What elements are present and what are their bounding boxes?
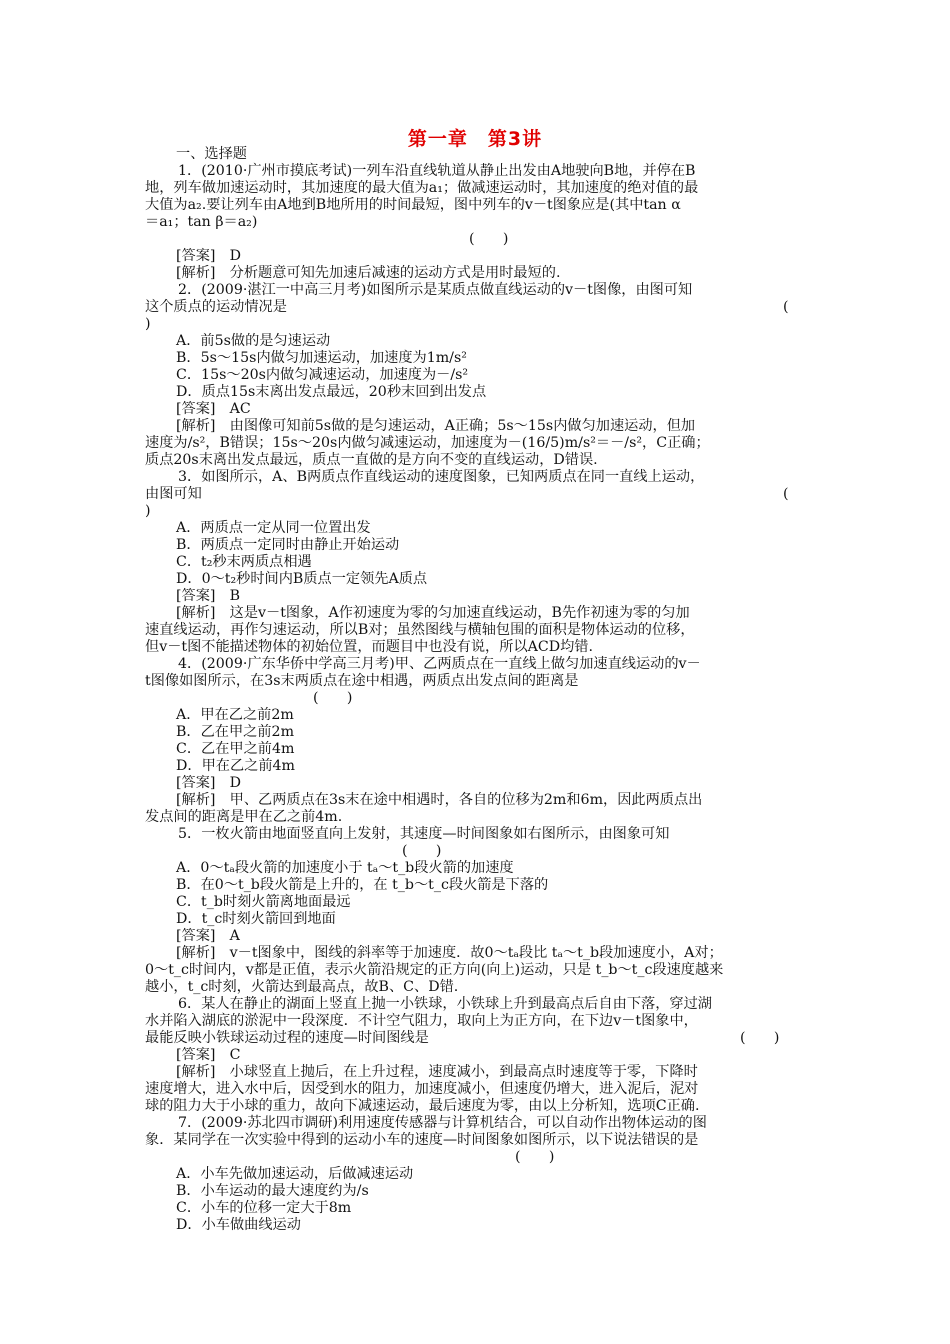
text-line: 速直线运动，再作匀速运动，所以B对；虽然图线与横轴包围的面积是物体运动的位移， — [145, 622, 695, 638]
text-line: 7．(2009·苏北四市调研)利用速度传感器与计算机结合，可以自动作出物体运动的图 — [178, 1115, 707, 1131]
text-line: t图像如图所示，在3s末两质点在途中相遇，两质点出发点间的距离是 — [145, 673, 579, 689]
answer-blank: ( ) — [469, 231, 509, 247]
option-line: B．乙在甲之前2m — [176, 724, 295, 740]
option-line: C．t_b时刻火箭离地面最远 — [176, 894, 351, 910]
text-line: 0～t_c时间内，v都是正值，表示火箭沿规定的正方向(向上)运动，只是 t_b～t_c段速度越来 — [145, 962, 724, 978]
text-line: 但v－t图不能描述物体的初始位置，而题目中也没有说，所以ACD均错. — [145, 639, 593, 655]
text-line: 2．(2009·湛江一中高三月考)如图所示是某质点做直线运动的v－t图像，由图可知 — [178, 282, 693, 298]
option-line: A．甲在乙之前2m — [176, 707, 294, 723]
analysis-line: [解析] 这是v－t图象，A作初速度为零的匀加速直线运动，B先作初速为零的匀加 — [176, 605, 690, 621]
answer-blank-close: ) — [145, 503, 151, 519]
answer-blank-close: ) — [145, 316, 151, 332]
text-line: 5．一枚火箭由地面竖直向上发射，其速度—时间图象如右图所示，由图象可知 — [178, 826, 670, 842]
text-line: 速度增大，进入水中后，因受到水的阻力，加速度减小，但速度仍增大，进入泥后，泥对 — [145, 1081, 699, 1097]
option-line: D．小车做曲线运动 — [176, 1217, 301, 1233]
text-line: 越小，t_c时刻，火箭达到最高点，故B、C、D错. — [145, 979, 459, 995]
text-line: 6．某人在静止的湖面上竖直上抛一小铁球，小铁球上升到最高点后自由下落，穿过湖 — [178, 996, 712, 1012]
section-heading: 一、选择题 — [176, 146, 247, 162]
answer-blank: ( ) — [740, 1030, 780, 1046]
analysis-line: [解析] v－t图象中，图线的斜率等于加速度．故0～tₐ段比 tₐ～t_b段加速度小，A对； — [176, 945, 723, 961]
analysis-line: [解析] 甲、乙两质点在3s末在途中相遇时，各自的位移为2m和6m，因此两质点出 — [176, 792, 703, 808]
text-line: 质点20s末离出发点最远，质点一直做的是方向不变的直线运动，D错误. — [145, 452, 598, 468]
option-line: A．小车先做加速运动，后做减速运动 — [176, 1166, 414, 1182]
text-line: 最能反映小铁球运动过程的速度—时间图线是 — [145, 1030, 429, 1046]
page-title: 第一章 第3讲 — [407, 128, 543, 150]
answer-line: [答案] C — [176, 1047, 241, 1063]
text-line: 由图可知 — [145, 486, 202, 502]
text-line: 水并陷入湖底的淤泥中一段深度．不计空气阻力，取向上为正方向，在下边v－t图象中， — [145, 1013, 698, 1029]
text-line: 4．(2009·广东华侨中学高三月考)甲、乙两质点在一直线上做匀加速直线运动的v－ — [178, 656, 701, 672]
text-line: 这个质点的运动情况是 — [145, 299, 287, 315]
option-line: A．0～tₐ段火箭的加速度小于 tₐ～t_b段火箭的加速度 — [176, 860, 514, 876]
analysis-line: [解析] 由图像可知前5s做的是匀速运动，A正确；5s～15s内做匀加速运动，但加 — [176, 418, 696, 434]
text-line: 3．如图所示，A、B两质点作直线运动的速度图象，已知两质点在同一直线上运动， — [178, 469, 705, 485]
answer-blank-open: ( — [783, 486, 789, 502]
analysis-line: [解析] 分析题意可知先加速后减速的运动方式是用时最短的. — [176, 265, 561, 281]
option-line: B．在0～t_b段火箭是上升的，在 t_b～t_c段火箭是下落的 — [176, 877, 549, 893]
answer-blank: ( ) — [515, 1149, 555, 1165]
option-line: C．15s～20s内做匀减速运动，加速度为－/s² — [176, 367, 469, 383]
option-line: C．小车的位移一定大于8m — [176, 1200, 352, 1216]
answer-blank: ( ) — [313, 690, 353, 706]
text-line: 球的阻力大于小球的重力，故向下减速运动，最后速度为零，由以上分析知，选项C正确. — [145, 1098, 700, 1114]
text-line: 地，列车做加速运动时，其加速度的最大值为a₁；做减速运动时，其加速度的绝对值的最 — [145, 180, 699, 196]
answer-line: [答案] D — [176, 248, 242, 264]
answer-line: [答案] D — [176, 775, 242, 791]
text-line: 大值为a₂.要让列车由A地到B地所用的时间最短，图中列车的v－t图象应是(其中tan α — [145, 197, 681, 213]
option-line: B．两质点一定同时由静止开始运动 — [176, 537, 400, 553]
text-line: 速度为/s²，B错误；15s～20s内做匀减速运动，加速度为－(16/5)m/s²＝－/s²，C正确； — [145, 435, 710, 451]
option-line: D．t_c时刻火箭回到地面 — [176, 911, 336, 927]
answer-line: [答案] A — [176, 928, 240, 944]
option-line: A．前5s做的是匀速运动 — [176, 333, 331, 349]
option-line: B．5s～15s内做匀加速运动，加速度为1m/s² — [176, 350, 467, 366]
answer-blank: ( ) — [402, 843, 442, 859]
answer-blank-open: ( — [783, 299, 789, 315]
text-line: 1．(2010·广州市摸底考试)一列车沿直线轨道从静止出发由A地驶向B地，并停在B — [178, 163, 696, 179]
answer-line: [答案] AC — [176, 401, 251, 417]
option-line: A．两质点一定从同一位置出发 — [176, 520, 371, 536]
text-line: 发点间的距离是甲在乙之前4m. — [145, 809, 343, 825]
option-line: D．甲在乙之前4m — [176, 758, 295, 774]
option-line: B．小车运动的最大速度约为/s — [176, 1183, 369, 1199]
answer-line: [答案] B — [176, 588, 241, 604]
text-line: ＝a₁；tan β＝a₂) — [145, 214, 258, 230]
option-line: C．t₂秒末两质点相遇 — [176, 554, 312, 570]
option-line: C．乙在甲之前4m — [176, 741, 295, 757]
option-line: D．质点15s末离出发点最远，20秒末回到出发点 — [176, 384, 487, 400]
option-line: D．0～t₂秒时间内B质点一定领先A质点 — [176, 571, 428, 587]
analysis-line: [解析] 小球竖直上抛后，在上升过程，速度减小，到最高点时速度等于零，下降时 — [176, 1064, 698, 1080]
text-line: 象．某同学在一次实验中得到的运动小车的速度—时间图象如图所示，以下说法错误的是 — [145, 1132, 699, 1148]
